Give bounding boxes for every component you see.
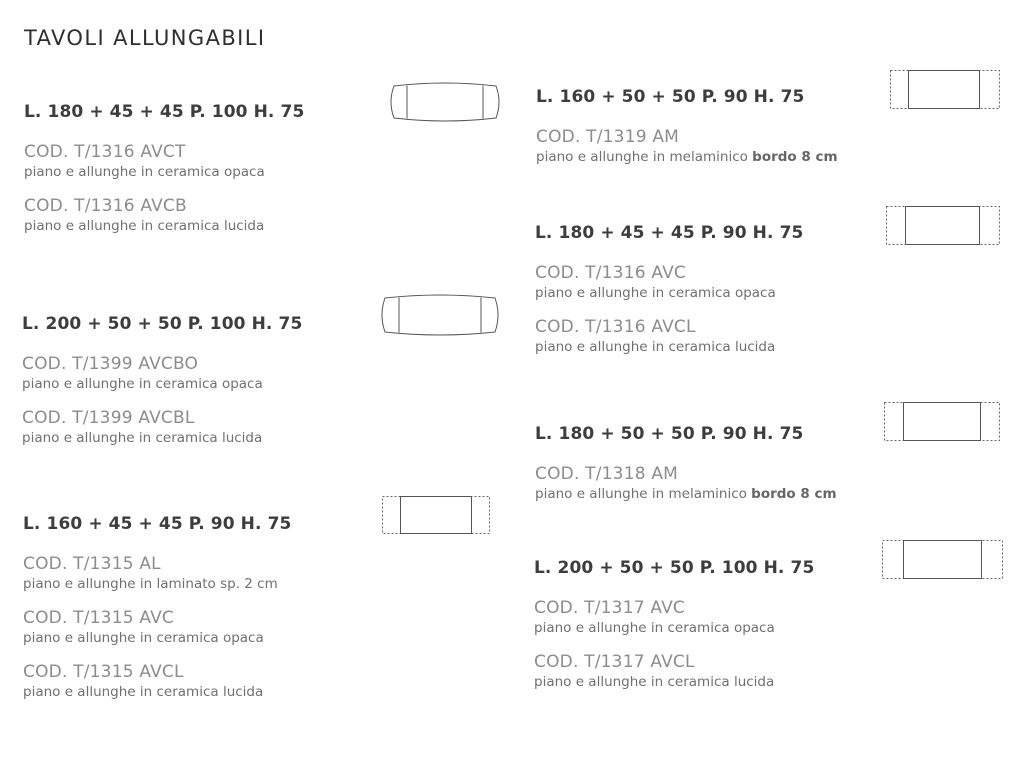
product-block	[24, 102, 304, 234]
product-variant	[535, 263, 803, 301]
product-code: COD. T/1315 AVCL	[23, 662, 184, 682]
rectangular-table-icon	[884, 402, 1000, 441]
product-variant	[534, 652, 814, 690]
rectangular-table-icon	[886, 206, 1000, 245]
product-description: piano e allunghe in laminato sp. 2 cm	[23, 576, 278, 592]
product-code: COD. T/1318 AM	[535, 464, 679, 484]
product-variant	[534, 598, 814, 636]
product-code: COD. T/1316 AVCL	[535, 317, 696, 337]
product-code: COD. T/1316 AVC	[535, 263, 686, 283]
rectangular-table-icon	[890, 70, 1000, 109]
product-variant	[536, 127, 838, 165]
product-variant	[22, 408, 302, 446]
product-block	[535, 424, 837, 502]
product-dimensions: L. 200 + 50 + 50 P. 100 H. 75	[22, 314, 303, 334]
product-description: piano e allunghe in ceramica lucida	[22, 430, 263, 446]
product-variant	[23, 662, 291, 700]
product-code: COD. T/1315 AVC	[23, 608, 174, 628]
product-dimensions: L. 180 + 45 + 45 P. 100 H. 75	[24, 102, 305, 122]
product-variant	[23, 608, 291, 646]
page-title: TAVOLI ALLUNGABILI	[24, 26, 266, 50]
description-text: piano e allunghe in melaminico	[536, 149, 753, 165]
product-block	[536, 87, 838, 165]
product-dimensions: L. 160 + 50 + 50 P. 90 H. 75	[536, 87, 805, 107]
description-bold: bordo 8 cm	[752, 149, 838, 165]
product-description: piano e allunghe in ceramica opaca	[23, 630, 264, 646]
description-bold: bordo 8 cm	[751, 486, 837, 502]
product-description: piano e allunghe in ceramica opaca	[535, 285, 776, 301]
description-text: piano e allunghe in melaminico	[535, 486, 752, 502]
product-dimensions: L. 160 + 45 + 45 P. 90 H. 75	[23, 514, 292, 534]
product-description: piano e allunghe in ceramica opaca	[22, 376, 263, 392]
product-description: piano e allunghe in ceramica lucida	[24, 218, 265, 234]
product-description	[536, 149, 838, 165]
product-description: piano e allunghe in ceramica lucida	[535, 339, 776, 355]
product-variant	[24, 196, 304, 234]
product-dimensions: L. 200 + 50 + 50 P. 100 H. 75	[534, 558, 815, 578]
product-variant	[22, 354, 302, 392]
product-dimensions: L. 180 + 50 + 50 P. 90 H. 75	[535, 424, 804, 444]
product-code: COD. T/1319 AM	[536, 127, 680, 147]
oval-table-icon	[379, 296, 501, 334]
product-variant	[24, 142, 304, 180]
product-block	[534, 558, 814, 690]
product-description: piano e allunghe in ceramica opaca	[24, 164, 265, 180]
rectangular-table-icon	[382, 496, 490, 534]
product-block	[22, 314, 302, 446]
product-block	[535, 223, 803, 355]
product-code: COD. T/1399 AVCBL	[22, 408, 195, 428]
product-code: COD. T/1316 AVCT	[24, 142, 186, 162]
product-description: piano e allunghe in ceramica lucida	[23, 684, 264, 700]
oval-table-icon	[388, 84, 502, 120]
product-description: piano e allunghe in ceramica lucida	[534, 674, 775, 690]
product-code: COD. T/1399 AVCBO	[22, 354, 199, 374]
rectangular-table-icon	[882, 540, 1003, 579]
product-code: COD. T/1317 AVC	[534, 598, 685, 618]
product-code: COD. T/1316 AVCB	[24, 196, 187, 216]
product-variant	[535, 317, 803, 355]
product-dimensions: L. 180 + 45 + 45 P. 90 H. 75	[535, 223, 804, 243]
product-code: COD. T/1317 AVCL	[534, 652, 695, 672]
product-description: piano e allunghe in ceramica opaca	[534, 620, 775, 636]
product-variant	[23, 554, 291, 592]
product-description	[535, 486, 837, 502]
product-code: COD. T/1315 AL	[23, 554, 161, 574]
product-block	[23, 514, 291, 700]
product-variant	[535, 464, 837, 502]
